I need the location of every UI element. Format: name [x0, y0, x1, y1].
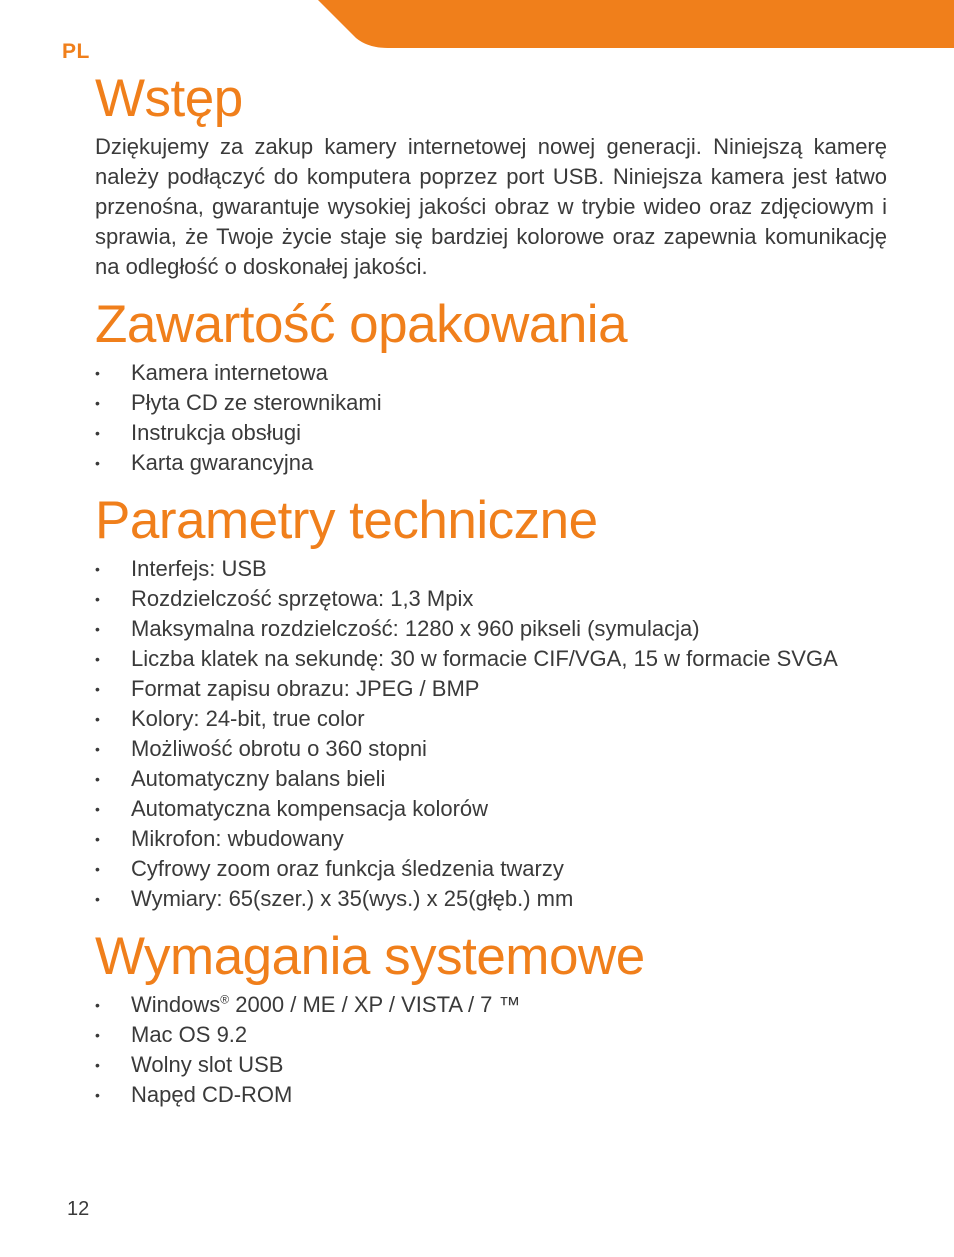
list-item-text: Automatyczny balans bieli	[131, 766, 386, 791]
list-item-text: Windows	[131, 992, 221, 1017]
list-item-text: Rozdzielczość sprzętowa: 1,3 Mpix	[131, 586, 474, 611]
list-item	[95, 734, 887, 764]
list-item	[95, 1050, 887, 1080]
list-item-text: Mac OS 9.2	[131, 1022, 248, 1047]
list-item	[95, 644, 887, 674]
list-item-text: Automatyczna kompensacja kolorów	[131, 796, 489, 821]
corner-tab-decoration	[318, 0, 954, 48]
list-item	[95, 554, 887, 584]
list-item-text: Napęd CD-ROM	[131, 1082, 293, 1107]
list-item-text: Instrukcja obsługi	[131, 420, 301, 445]
language-tag: PL	[62, 40, 90, 63]
list-item-text: Kolory: 24-bit, true color	[131, 706, 365, 731]
list-item	[95, 884, 887, 914]
bullet-icon: •	[95, 741, 100, 757]
bullet-icon: •	[95, 861, 100, 877]
bullet-icon: •	[95, 1027, 100, 1043]
bullet-icon: •	[95, 997, 100, 1013]
bullet-icon: •	[95, 831, 100, 847]
package-list	[95, 358, 887, 478]
section-title-specs: Parametry techniczne	[95, 491, 598, 550]
list-item	[95, 358, 887, 388]
bullet-icon: •	[95, 425, 100, 441]
bullet-icon: •	[95, 801, 100, 817]
bullet-icon: •	[95, 591, 100, 607]
section-title-package: Zawartość opakowania	[95, 295, 628, 354]
bullet-icon: •	[95, 711, 100, 727]
corner-tab-shape	[318, 0, 954, 48]
section-title-requirements: Wymagania systemowe	[95, 927, 645, 986]
list-item-text: Mikrofon: wbudowany	[131, 826, 344, 851]
page-number: 12	[67, 1198, 90, 1220]
bullet-icon: •	[95, 621, 100, 637]
bullet-icon: •	[95, 771, 100, 787]
bullet-icon: •	[95, 395, 100, 411]
list-item-text-rest: 2000 / ME / XP / VISTA / 7 ™	[229, 992, 521, 1017]
bullet-icon: •	[95, 1087, 100, 1103]
list-item	[95, 854, 887, 884]
bullet-icon: •	[95, 681, 100, 697]
list-item	[95, 704, 887, 734]
list-item-text: Wolny slot USB	[131, 1052, 284, 1077]
list-item	[95, 1020, 887, 1050]
list-item	[95, 990, 887, 1020]
list-item-text: Format zapisu obrazu: JPEG / BMP	[131, 676, 480, 701]
list-item	[95, 764, 887, 794]
bullet-icon: •	[95, 455, 100, 471]
bullet-icon: •	[95, 365, 100, 381]
list-item-text: Liczba klatek na sekundę: 30 w formacie CIF/VGA, 15 w formacie SVGA	[131, 646, 838, 671]
list-item	[95, 1080, 887, 1110]
list-item	[95, 448, 887, 478]
specs-list	[95, 554, 887, 914]
bullet-icon: •	[95, 561, 100, 577]
list-item-text: Interfejs: USB	[131, 556, 267, 581]
list-item	[95, 584, 887, 614]
list-item	[95, 614, 887, 644]
requirements-list	[95, 990, 887, 1110]
registered-mark: ®	[220, 992, 230, 1007]
list-item	[95, 418, 887, 448]
bullet-icon: •	[95, 891, 100, 907]
section-title-intro: Wstęp	[95, 69, 243, 128]
list-item-text: Karta gwarancyjna	[131, 450, 314, 475]
list-item-text: Możliwość obrotu o 360 stopni	[131, 736, 427, 761]
list-item	[95, 674, 887, 704]
list-item	[95, 388, 887, 418]
bullet-icon: •	[95, 1057, 100, 1073]
list-item-text: Cyfrowy zoom oraz funkcja śledzenia twarzy	[131, 856, 564, 881]
intro-paragraph: Dziękujemy za zakup kamery internetowej nowej generacji. Niniejszą kamerę należy podłączyć do komputera poprzez port USB. Niniejsza kamera jest łatwo przenośna, gwarantuje wysokiej jakości obraz w trybie wideo oraz zdjęciowym i sprawia, że Twoje życie staje się bardziej kolorowe oraz zapewnia komunikację na odległość o doskonałej jakości.	[95, 134, 887, 279]
list-item-text: Maksymalna rozdzielczość: 1280 x 960 pikseli (symulacja)	[131, 616, 700, 641]
page-content	[95, 66, 887, 1110]
list-item	[95, 824, 887, 854]
bullet-icon: •	[95, 651, 100, 667]
list-item	[95, 794, 887, 824]
list-item-text: Wymiary: 65(szer.) x 35(wys.) x 25(głęb.) mm	[131, 886, 574, 911]
list-item-text: Kamera internetowa	[131, 360, 328, 385]
list-item-text: Płyta CD ze sterownikami	[131, 390, 382, 415]
